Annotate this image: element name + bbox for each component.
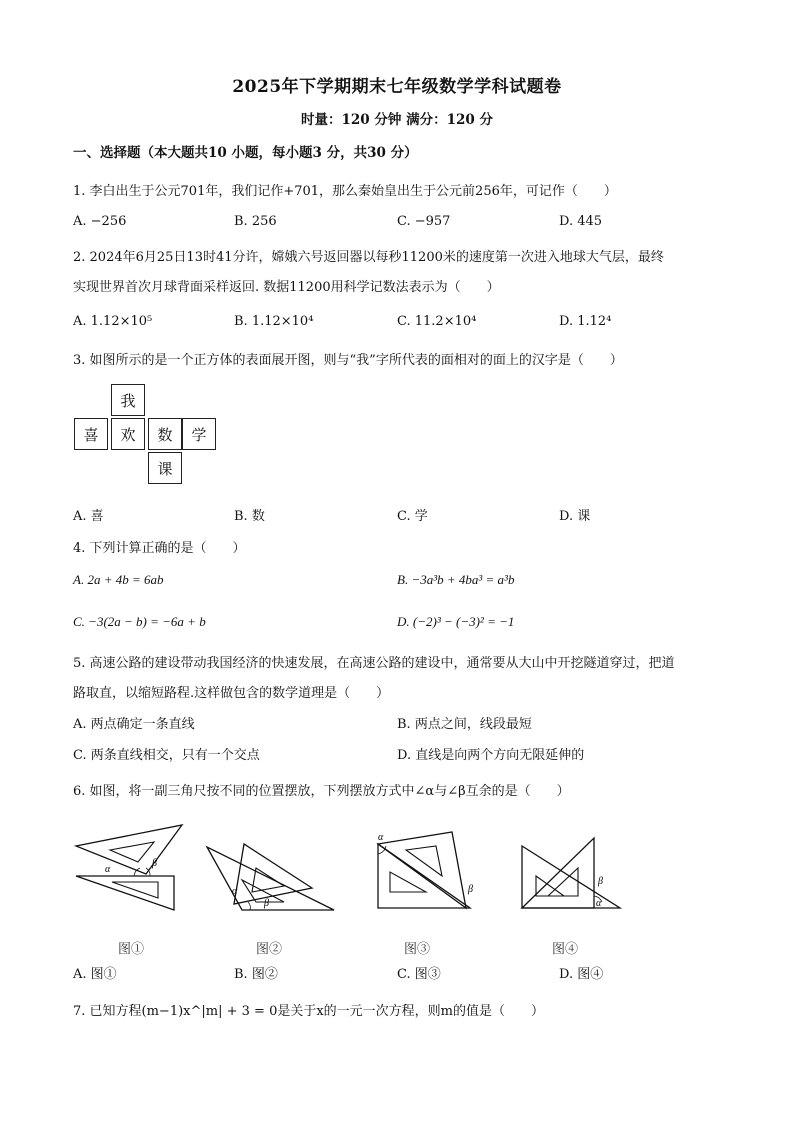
q1-option-b: B. 256 — [234, 214, 277, 229]
q2-option-a: A. 1.12×10⁵ — [73, 314, 153, 329]
q4-option-d: D. (−2)³ − (−3)² = −1 — [397, 614, 515, 629]
question-4-stem: 4. 下列计算正确的是（ ） — [73, 541, 246, 556]
q3-option-a: A. 喜 — [73, 509, 104, 524]
q4-option-a: A. 2a + 4b = 6ab — [73, 572, 164, 587]
question-2-stem-line2: 实现世界首次月球背面采样返回. 数据11200用科学记数法表示为（ ） — [73, 280, 500, 295]
q1-option-a: A. −256 — [73, 214, 127, 229]
net-face-ke: 课 — [148, 452, 182, 484]
question-2-stem-line1: 2. 2024年6月25日13时41分许，嫦娥六号返回器以每秒11200米的速度第一次进入地球大气层，最终 — [73, 250, 664, 265]
q6-option-c: C. 图③ — [397, 967, 441, 982]
q2-option-d: D. 1.12⁴ — [559, 314, 612, 329]
q1-option-c: C. −957 — [397, 214, 451, 229]
fig4-beta-label: β — [598, 876, 603, 887]
q4-option-c: C. −3(2a − b) = −6a + b — [73, 614, 206, 629]
q4-option-b: B. −3a³b + 4ba³ = a³b — [397, 572, 515, 587]
net-face-shu: 数 — [148, 418, 182, 450]
figure-4-set-squares — [518, 834, 624, 914]
q6-option-b: B. 图② — [234, 967, 278, 982]
fig3-beta-label: β — [468, 884, 473, 895]
fig2-alpha-label: α — [232, 886, 238, 897]
question-3-stem: 3. 如图所示的是一个正方体的表面展开图，则与“我”字所代表的面相对的面上的汉字是（ ） — [73, 353, 623, 368]
exam-info: 时量：120 分钟 满分：120 分 — [301, 112, 493, 128]
q5-option-b: B. 两点之间，线段最短 — [397, 717, 532, 732]
figure-1-caption: 图① — [118, 942, 145, 957]
q3-option-b: B. 数 — [234, 509, 265, 524]
q6-option-d: D. 图④ — [559, 967, 604, 982]
question-5-stem-line2: 路取直，以缩短路程.这样做包含的数学道理是（ ） — [73, 686, 390, 701]
page-title: 2025年下学期期末七年级数学学科试题卷 — [232, 77, 562, 97]
fig2-beta-label: β — [264, 898, 269, 909]
question-5-stem-line1: 5. 高速公路的建设带动我国经济的快速发展，在高速公路的建设中，通常要从大山中开挖隧道穿过，把道 — [73, 656, 675, 671]
net-face-xi: 喜 — [74, 418, 108, 450]
question-1-stem: 1. 李白出生于公元701年，我们记作+701，那么秦始皇出生于公元前256年，可记作（ ） — [73, 184, 617, 199]
q2-option-b: B. 1.12×10⁴ — [234, 314, 314, 329]
q3-option-c: C. 学 — [397, 509, 428, 524]
q3-option-d: D. 课 — [559, 509, 591, 524]
figure-2-set-squares — [204, 842, 338, 914]
net-face-xue: 学 — [182, 418, 216, 450]
q5-option-d: D. 直线是向两个方向无限延伸的 — [397, 748, 585, 763]
fig1-alpha-label: α — [105, 864, 111, 875]
q2-option-c: C. 11.2×10⁴ — [397, 314, 477, 329]
cube-net-figure — [74, 384, 218, 486]
figure-2-caption: 图② — [256, 942, 283, 957]
net-face-huan: 欢 — [111, 418, 145, 450]
figure-3-set-squares — [370, 828, 480, 914]
q1-option-d: D. 445 — [559, 214, 603, 229]
figure-3-caption: 图③ — [404, 942, 431, 957]
section-heading: 一、选择题（本大题共10 小题，每小题3 分，共30 分） — [73, 145, 418, 161]
fig4-alpha-label: α — [596, 898, 602, 909]
figure-4-caption: 图④ — [552, 942, 579, 957]
question-7-stem: 7. 已知方程(m−1)x^|m| + 3 = 0是关于x的一元一次方程，则m的值是（ ） — [73, 1004, 544, 1019]
q6-option-a: A. 图① — [73, 967, 117, 982]
fig3-alpha-label: α — [378, 832, 384, 843]
net-face-wo: 我 — [111, 384, 145, 416]
figure-1-set-squares — [72, 822, 192, 918]
q5-option-c: C. 两条直线相交，只有一个交点 — [73, 748, 260, 763]
question-6-stem: 6. 如图，将一副三角尺按不同的位置摆放，下列摆放方式中∠α与∠β互余的是（ ） — [73, 784, 570, 799]
q5-option-a: A. 两点确定一条直线 — [73, 717, 195, 732]
fig1-beta-label: β — [152, 858, 157, 869]
